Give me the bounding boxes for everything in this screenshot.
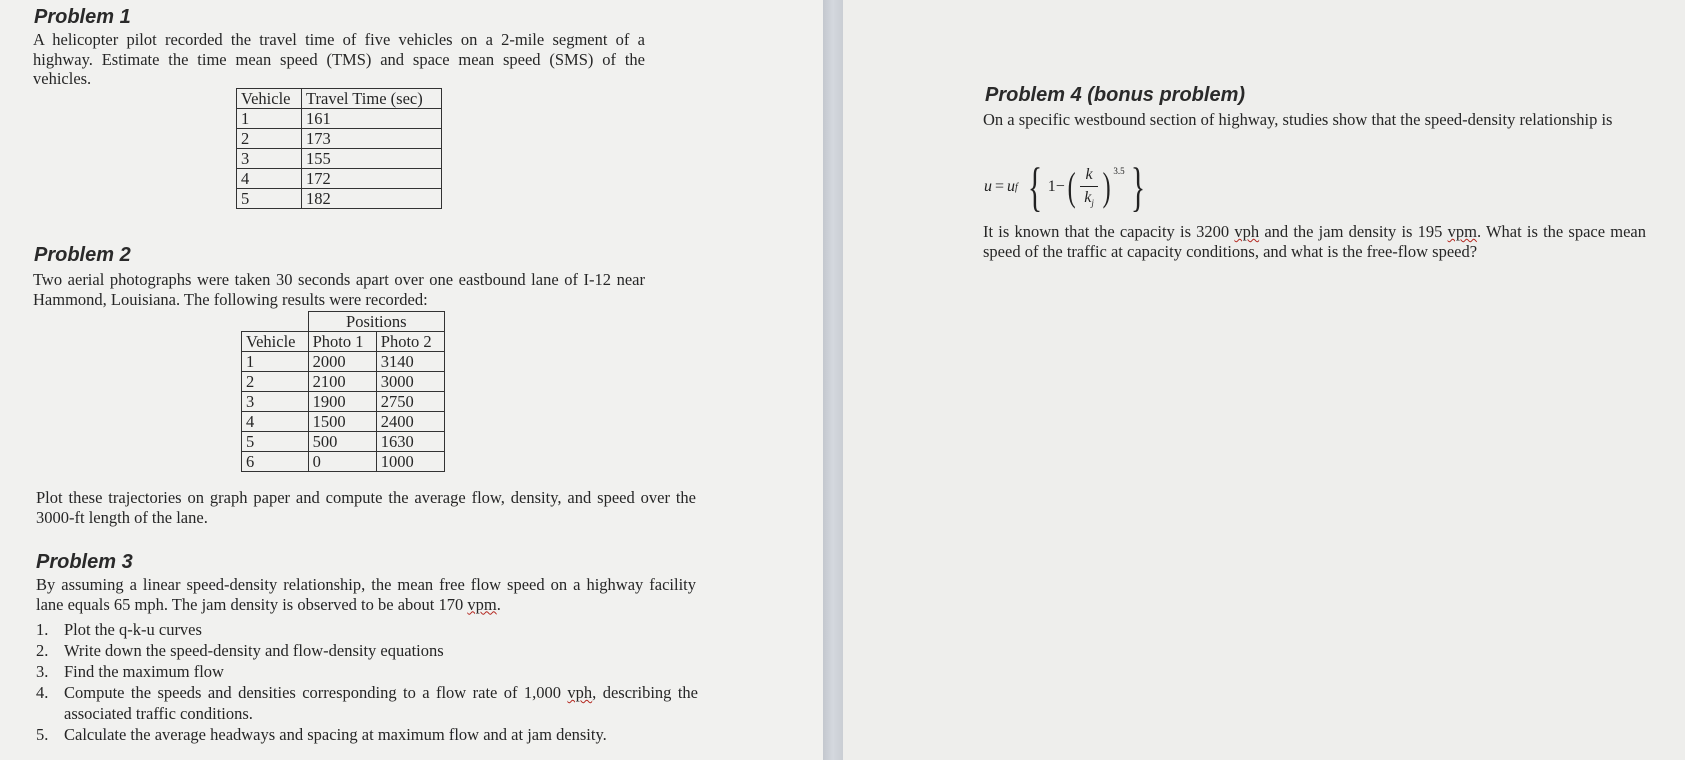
formula-one: 1 — [1047, 178, 1056, 195]
unit-vpm: vpm — [467, 594, 497, 614]
table-cell: 4 — [237, 169, 302, 189]
table-row — [242, 372, 445, 392]
list-item — [8, 724, 698, 745]
problem-4-heading: Problem 4 (bonus problem) — [985, 84, 1246, 106]
table-cell: 6 — [242, 452, 309, 472]
table-cell: 172 — [302, 169, 442, 189]
formula-denominator — [1084, 189, 1094, 208]
formula-uf-sub: f — [1015, 181, 1018, 193]
positions-table — [241, 311, 445, 472]
list-number: 3. — [36, 662, 49, 681]
list-number: 4. — [36, 683, 49, 702]
table-cell: 500 — [308, 432, 376, 452]
problem-1-heading: Problem 1 — [34, 6, 131, 28]
table-header: Photo 1 — [308, 332, 376, 352]
table-cell: 2400 — [376, 412, 444, 432]
problem-4-question — [983, 222, 1646, 261]
list-text: Find the maximum flow — [64, 662, 224, 681]
formula-den-sub: j — [1091, 198, 1094, 209]
list-number: 1. — [36, 620, 49, 639]
table-row — [237, 109, 442, 129]
formula-numerator: k — [1085, 165, 1093, 183]
table-group-header: Positions — [308, 312, 444, 332]
table-cell: 1900 — [308, 392, 376, 412]
formula-fraction — [1080, 166, 1098, 208]
formula-left-paren: ( — [1067, 164, 1076, 209]
formula-minus: − — [1055, 178, 1065, 195]
problem-3-steps — [8, 619, 698, 745]
table-cell: 3000 — [376, 372, 444, 392]
formula-den-k: k — [1084, 188, 1092, 206]
table-header: Travel Time (sec) — [302, 89, 442, 109]
table-cell: 2750 — [376, 392, 444, 412]
table-header: Photo 2 — [376, 332, 444, 352]
table-row — [237, 149, 442, 169]
table-row — [242, 392, 445, 412]
table-cell: 2 — [242, 372, 309, 392]
problem-2-heading: Problem 2 — [34, 244, 131, 266]
table-cell: 0 — [308, 452, 376, 472]
table-header-row — [242, 332, 445, 352]
problem-2-text: Two aerial photographs were taken 30 seconds apart over one eastbound lane of I-12 near Hammond, Louisiana. The following results were recorded: — [33, 270, 645, 309]
table-cell: 2 — [237, 129, 302, 149]
problem-1-text: A helicopter pilot recorded the travel time of five vehicles on a 2-mile segment of a highway. Estimate the time mean speed (TMS) and space mean speed (SMS) of the vehicles. — [33, 30, 645, 88]
problem-4-text-c: . What is the space mean speed of the traffic at capacity conditions, and what is the free-flow speed? — [983, 222, 1646, 261]
table-row — [237, 129, 442, 149]
table-row — [242, 352, 445, 372]
table-cell: 1 — [237, 109, 302, 129]
table-row — [242, 412, 445, 432]
document-page-right — [843, 0, 1685, 760]
unit-vph: vph — [1234, 222, 1260, 241]
problem-4-text-b: and the jam density is 195 — [1259, 222, 1448, 241]
table-cell: 5 — [242, 432, 309, 452]
list-item — [8, 640, 698, 661]
table-cell: 1000 — [376, 452, 444, 472]
document-page-left — [0, 0, 823, 760]
table-cell: 161 — [302, 109, 442, 129]
table-cell: 182 — [302, 189, 442, 209]
table-cell: 4 — [242, 412, 309, 432]
problem-3-text-a: By assuming a linear speed-density relationship, the mean free flow speed on a highway facility lane equals 65 mph. The jam density is observed to be about 170 — [36, 575, 696, 614]
list-item — [8, 682, 698, 724]
list-text: Calculate the average headways and spacing at maximum flow and at jam density. — [64, 725, 607, 744]
page-gutter — [823, 0, 843, 760]
table-header: Vehicle — [237, 89, 302, 109]
table-cell: 155 — [302, 149, 442, 169]
table-row — [242, 432, 445, 452]
list-text: Write down the speed-density and flow-density equations — [64, 641, 444, 660]
table-cell: 5 — [237, 189, 302, 209]
list-text: Plot the q-k-u curves — [64, 620, 202, 639]
list-number: 2. — [36, 641, 49, 660]
speed-density-formula — [984, 157, 1151, 217]
table-row — [242, 452, 445, 472]
table-cell: 2100 — [308, 372, 376, 392]
table-row — [237, 189, 442, 209]
table-cell: 1 — [242, 352, 309, 372]
table-group-header-row — [242, 312, 445, 332]
list-number: 5. — [36, 725, 49, 744]
formula-u: u — [984, 178, 992, 195]
problem-4-text-a: It is known that the capacity is 3200 — [983, 222, 1235, 241]
formula-right-paren: ) — [1102, 164, 1111, 209]
problem-4-text: On a specific westbound section of highway, studies show that the speed-density relationship is — [983, 110, 1613, 129]
travel-time-table — [236, 88, 442, 209]
list-item — [8, 619, 698, 640]
fraction-bar — [1080, 186, 1098, 187]
problem-3-text — [36, 575, 696, 614]
formula-right-brace: } — [1130, 157, 1145, 217]
problem-2-followup: Plot these trajectories on graph paper and compute the average flow, density, and speed over the 3000-ft length of the lane. — [36, 488, 696, 527]
table-cell: 1500 — [308, 412, 376, 432]
table-row — [237, 169, 442, 189]
list-item — [8, 661, 698, 682]
table-header: Vehicle — [242, 332, 309, 352]
table-cell: 2000 — [308, 352, 376, 372]
table-cell: 3 — [242, 392, 309, 412]
list-text: Compute the speeds and densities corresponding to a flow rate of 1,000 — [64, 683, 568, 702]
table-corner-cell — [242, 312, 309, 332]
formula-left-brace: { — [1027, 157, 1042, 217]
formula-equals: = — [995, 178, 1005, 195]
table-cell: 3 — [237, 149, 302, 169]
problem-3-text-b: . — [496, 594, 501, 614]
unit-vph: vph — [567, 683, 593, 702]
unit-vpm: vpm — [1447, 222, 1477, 241]
problem-3-heading: Problem 3 — [36, 551, 133, 573]
formula-uf: u — [1007, 178, 1016, 195]
table-cell: 3140 — [376, 352, 444, 372]
table-cell: 1630 — [376, 432, 444, 452]
formula-exponent: 3.5 — [1113, 166, 1125, 176]
list-text: , describing the associated traffic conditions. — [64, 683, 698, 723]
table-cell: 173 — [302, 129, 442, 149]
table-header-row — [237, 89, 442, 109]
